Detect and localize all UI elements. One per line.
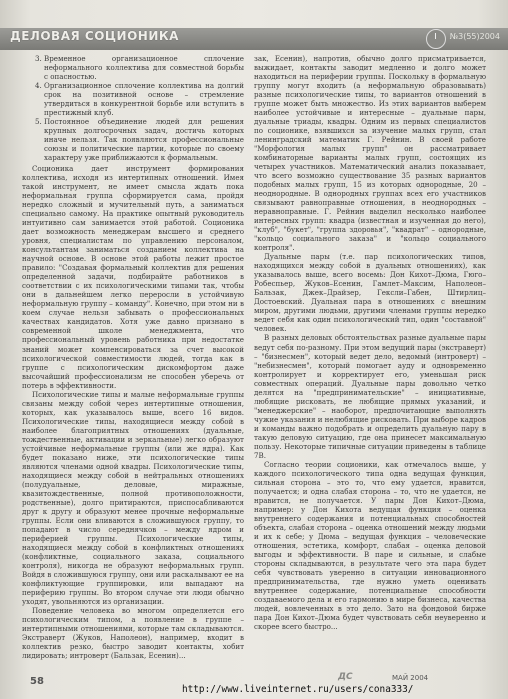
page-header-title: ДЕЛОВАЯ СОЦИОНИКА [10,29,179,43]
list-item: 3. Временное организационное сплочение неформального коллектива для совместной борьбы с опасностью. [44,54,244,81]
paragraph: Психологические типы и малые неформальные группы связаны между собой через интертипные отношения, которых, как указывалось выше, всего 16 видов. Психологические типы, находящиеся между собой в наиболее благоприятных отношениях (дуальные, тождественные, активации и зеркальные) легко образуют устойчивые неформальные группы (или же ядра). Как будет показано ниже, эти психологические типы являются членами одной квадры. Психологические типы, находящиеся между собой в нейтральных отношениях (полудуальные, деловые, миражные, квазитождественные, полной противоположности, родственные), долго притираются, приспосабливаются друг к другу и образуют менее прочные неформальные группы. Если они вливаются в сложившуюся группу, то попадают в число середнячков – между ядром и периферией группы. Психологические типы, находящиеся между собой в конфликтных отношениях (конфликтные, социального заказа, социального контроля), никогда не образуют неформальных групп. Войдя в сложившуюся группу, они или раскалывают ее на конфликтующие группировки, или выпадают на периферию группы. Во втором случае эти люди обычно уходят, увольняются из организации. [22,389,244,606]
footer-issue-date: МАЙ 2004 [392,674,429,682]
page-number: 58 [30,676,44,687]
clock-icon [426,29,446,49]
left-column [22,54,244,664]
header-band [0,28,508,50]
source-url-link[interactable]: http://www.liveinternet.ru/users/cona333/ [182,684,414,695]
magazine-logo: ДС [338,672,353,682]
paragraph: Согласно теории соционики, как отмечалось выше, у каждого психологического типа одна ведущая функция, сильная сторона – это то, что ему удается, нравится, получается; и одна слабая сторона – то, что не удается, не нравится, не получается. У пары Дон Кихот–Дюма, например: у Дон Кихота ведущая функция – оценка внутреннего содержания и потенциальных способностей объекта, слабая сторона – оценка отношений между людьми и их к себе; у Дюма – ведущая функция – человеческие отношения, эстетика, комфорт, слабая – оценка деловой выгоды и эффективности. В паре и сильные, и слабые стороны складываются, в результате чего эта пара будет себя чувствовать уверенно в ситуации инновационного предпринимательства, где нужно уметь оценивать внутреннее содержание, потенциальные способности создаваемого дела и его гармонию в мире бизнеса, качества людей, вовлеченных в это дело. Зато на фондовой бирже пара Дон Кихот–Дюма будет чувствовать себя неуверенно и скорее всего быстро... [254,459,486,631]
header-issue-number: №3(55)2004 [449,32,500,41]
paragraph: Поведение человека во многом определяется его психологическим типом, а появление в группе – интертипными отношениями, которые там складываются. Экстраверт (Жуков, Наполеон), например, входит в коллектив резко, быстро заводит контакты, хобит лидировать; интроверт (Бальзак, Есенин)... [22,605,244,661]
paragraph: Соционика дает инструмент формирования коллектива, исходя из интертипных отношений. Имея такой инструмент, не имеет смысла ждать пока неформальная группа сформируется сама, пройдя нередко сложный и мучительный путь, а заниматься специально самому. На практике опытный руководитель интуитивно сам занимается этой работой. Соционика дает возможность менеджерам высшего и среднего уровня, специалистам по управлению персоналом, консультантам заниматься созданием коллектива на научной основе. В основе этой работы лежит простое правило: "Создавая формальный коллектив для решения определенной задачи, подбирайте работников в соответствии с их психологическими типами так, чтобы они в дальнейшем легко переросли в устойчивую неформальную группу – команду". Конечно, при этом ни в коем случае нельзя забывать о профессиональных качествах кандидатов. Хотя уже давно признано в современной школе менеджмента, что профессиональный уровень работника при недостатке знаний может компенсироваться за счет высокой психологической совместимости людей, тогда как в группе с психологическим дискомфортом даже высочайший профессионализм не способен уберечь от потерь в эффективности. [22,164,244,390]
list-item: 4. Организационное сплочение коллектива на долгий срок на позитивной основе – стремление утвердиться в конкурентной борьбе или вступить в престижный клуб. [44,81,244,117]
paragraph: зак, Есенин), напротив, обычно долго присматривается, выжидает, контакты заводит медленно и долго может находиться на периферии группы. Поскольку в формальную группу могут входить (а неформальную образовывать) разные психологические типы, то вариантов отношений в группе может быть множество. Из этих вариантов выберем наиболее устойчивые и интересные – дуальные пары, дуальные триады, квадры. Одним из первых специалистов по соционике, взявшихся за изучение малых групп, стал ленинградский математик Г. Рейнин. В своей работе "Морфология малых групп" он рассматривает комбинаторные варианты малых групп, состоящих из четырех участников. Математический анализ показывает, что всего возможно существование 35 разных вариантов подобных малых групп, 15 из которых однородные, 20 – неоднородные. В однородных группах всех его участников связывают равноправные отношения, в неоднородных – неравноправные. Г. Рейнин выделил несколько наиболее интересных групп: квадра (известная и изученная до него), "клуб", "букет", "группа здоровья", "квадрат" – однородные, "кольцо социального заказа" и "кольцо социального контроля". [254,54,486,253]
paragraph: В разных деловых обстоятельствах разные дуальные пары ведут себя по-разному. При этом ведущий пары (экстраверт) – "бизнесмен", который ведет дело, ведомый (интроверт) – "небизнесмен", который помогает ауду и одновременно контролирует и корректирует его, уменьшая риск совместных операций. Дуальные пары довольно четко делятся на "предпринимательские" – инициативные, любящие рисковать, не любящие прямых указаний, и "менеджерские" – наоборот, предпочитающие выполнять чужие указания и нелюбящие рисковать. При выборе кадров и команды важно подобрать и определить дуальную пару в такую деловую ситуацию, где она принесет максимальную пользу. Некоторые типичные ситуации приведены в таблице 7В. [254,333,486,460]
right-column [254,54,486,664]
paragraph: Дуальные пары (т.е. пар психологических типов, находящихся между собой в дуальных отношениях), как указывалось выше, всего восемь: Дон Кихот–Дюма, Гюго–Робеспьер, Жуков–Есенин, Гамлет–Максим, Наполеон–Бальзак, Джек–Драйзер, Гексли–Габен, Штирлиц–Достоевский. Дуальная пара в отношениях с внешним миром, другими людьми, другими членами группы нередко ведет себя как один психологический тип, один "составной" человек. [254,252,486,334]
list-item: 5. Постоянное объединение людей для решения крупных долгосрочных задач, достичь которых иначе нельзя. Так появляются профессиональные союзы и политические партии, которые по своему характеру уже приближаются к формальным. [44,117,244,162]
numbered-list [22,54,244,162]
